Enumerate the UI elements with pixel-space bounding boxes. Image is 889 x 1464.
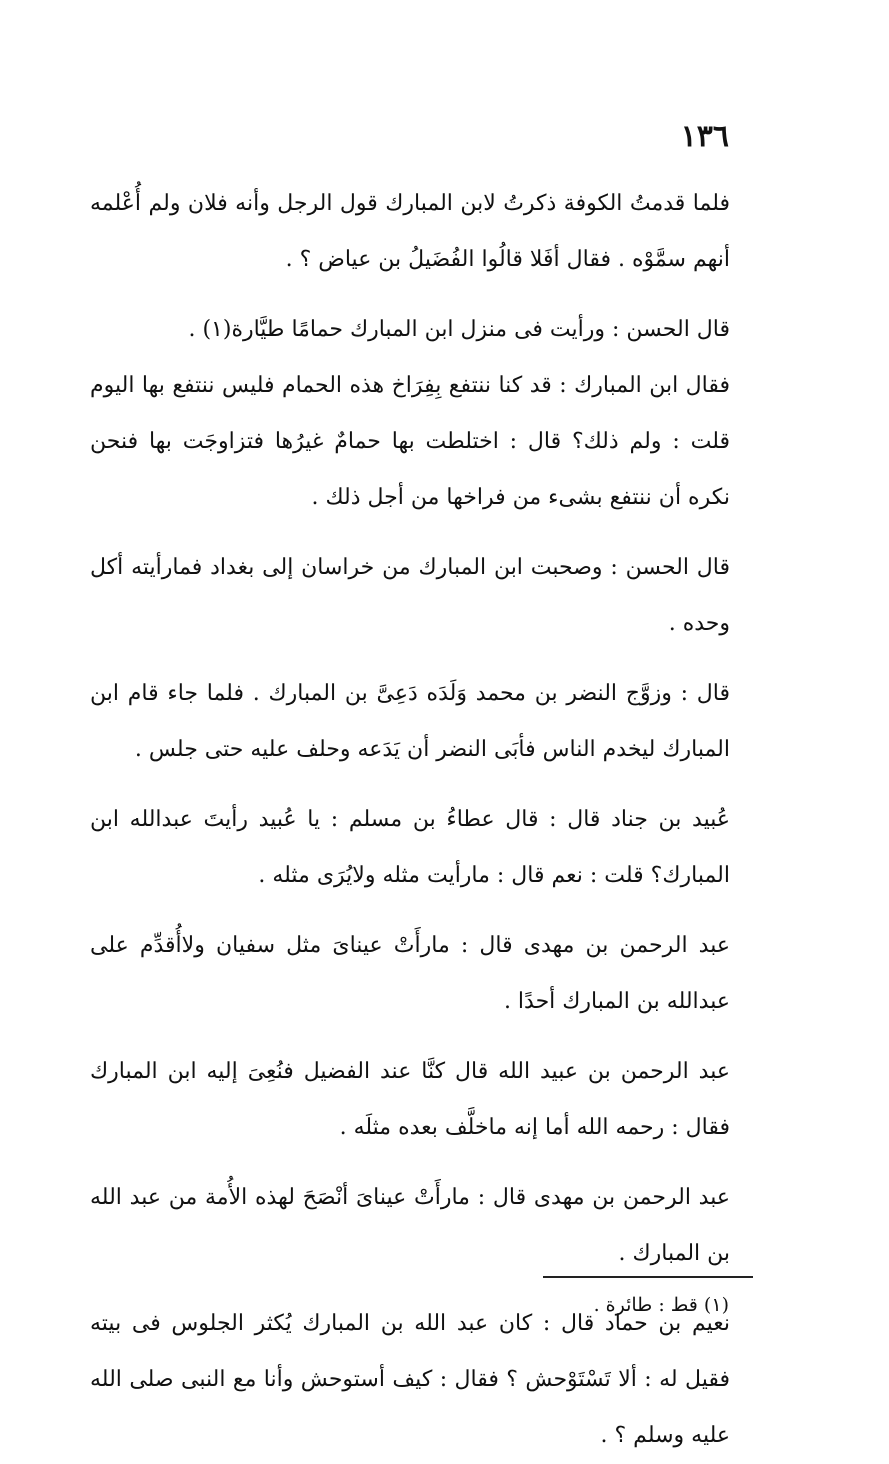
paragraph: فقال ابن المبارك : قد كنا ننتفع بِفِرَاخ هذه الحمام فليس ننتفع بها اليوم قلت : ولم ذلك؟ قال : اختلطت بها حمامٌ غيرُها فتزاوجَت بها فنحن نكره أن ننتفع بشىء من فراخها من أجل ذلك . bbox=[90, 373, 730, 510]
page-number: ١٣٦ bbox=[680, 119, 729, 154]
paragraph: عبد الرحمن بن مهدى قال : مارأَتْ عيناىَ أنْصَحَ لهذه الأُمة من عبد الله بن المبارك . bbox=[90, 1185, 731, 1266]
paragraph: قال الحسن : ورأيت فى منزل ابن المبارك حمامًا طيَّارة(١) . bbox=[188, 317, 730, 342]
footnote: (١) قط : طائرة . bbox=[593, 1294, 729, 1316]
paragraph: قال : وزوَّج النضر بن محمد وَلَدَه دَعِىَّ بن المبارك . فلما جاء قام ابن المبارك ليخدم الناس فأبَى النضر أن يَدَعه وحلف عليه حتى جلس . bbox=[90, 681, 730, 762]
main-text bbox=[90, 176, 730, 1464]
paragraph: فلما قدمتُ الكوفة ذكرتُ لابن المبارك قول الرجل وأنه فلان ولم أُعْلمه أنهم سمَّوْه . فقال أفَلا قالُوا الفُضَيلُ بن عياض ؟ . bbox=[90, 191, 730, 272]
paragraph: عبد الرحمن بن مهدى قال : مارأَتْ عيناىَ مثل سفيان ولاأُقدِّم على عبدالله بن المبارك أحدًا . bbox=[90, 933, 730, 1014]
footnote-divider bbox=[543, 1276, 753, 1278]
paragraph: قال الحسن : وصحبت ابن المبارك من خراسان إلى بغداد فمارأيته أكل وحده . bbox=[90, 555, 730, 636]
paragraph: عُبيد بن جناد قال : قال عطاءُ بن مسلم : يا عُبيد رأيتَ عبدالله ابن المبارك؟ قلت : نعم قال : مارأيت مثله ولايُرَى مثله . bbox=[90, 807, 730, 888]
paragraph: عبد الرحمن بن عبيد الله قال كنَّا عند الفضيل فنُعِىَ إليه ابن المبارك فقال : رحمه الله أما إنه ماخلَّف بعده مثلَه . bbox=[90, 1059, 730, 1140]
paragraph: نعيم بن حماد قال : كان عبد الله بن المبارك يُكثر الجلوس فى بيته فقيل له : ألا تَسْتَوْحش ؟ فقال : كيف أستوحش وأنا مع النبى صلى الله عليه وسلم ؟ . bbox=[90, 1311, 730, 1448]
